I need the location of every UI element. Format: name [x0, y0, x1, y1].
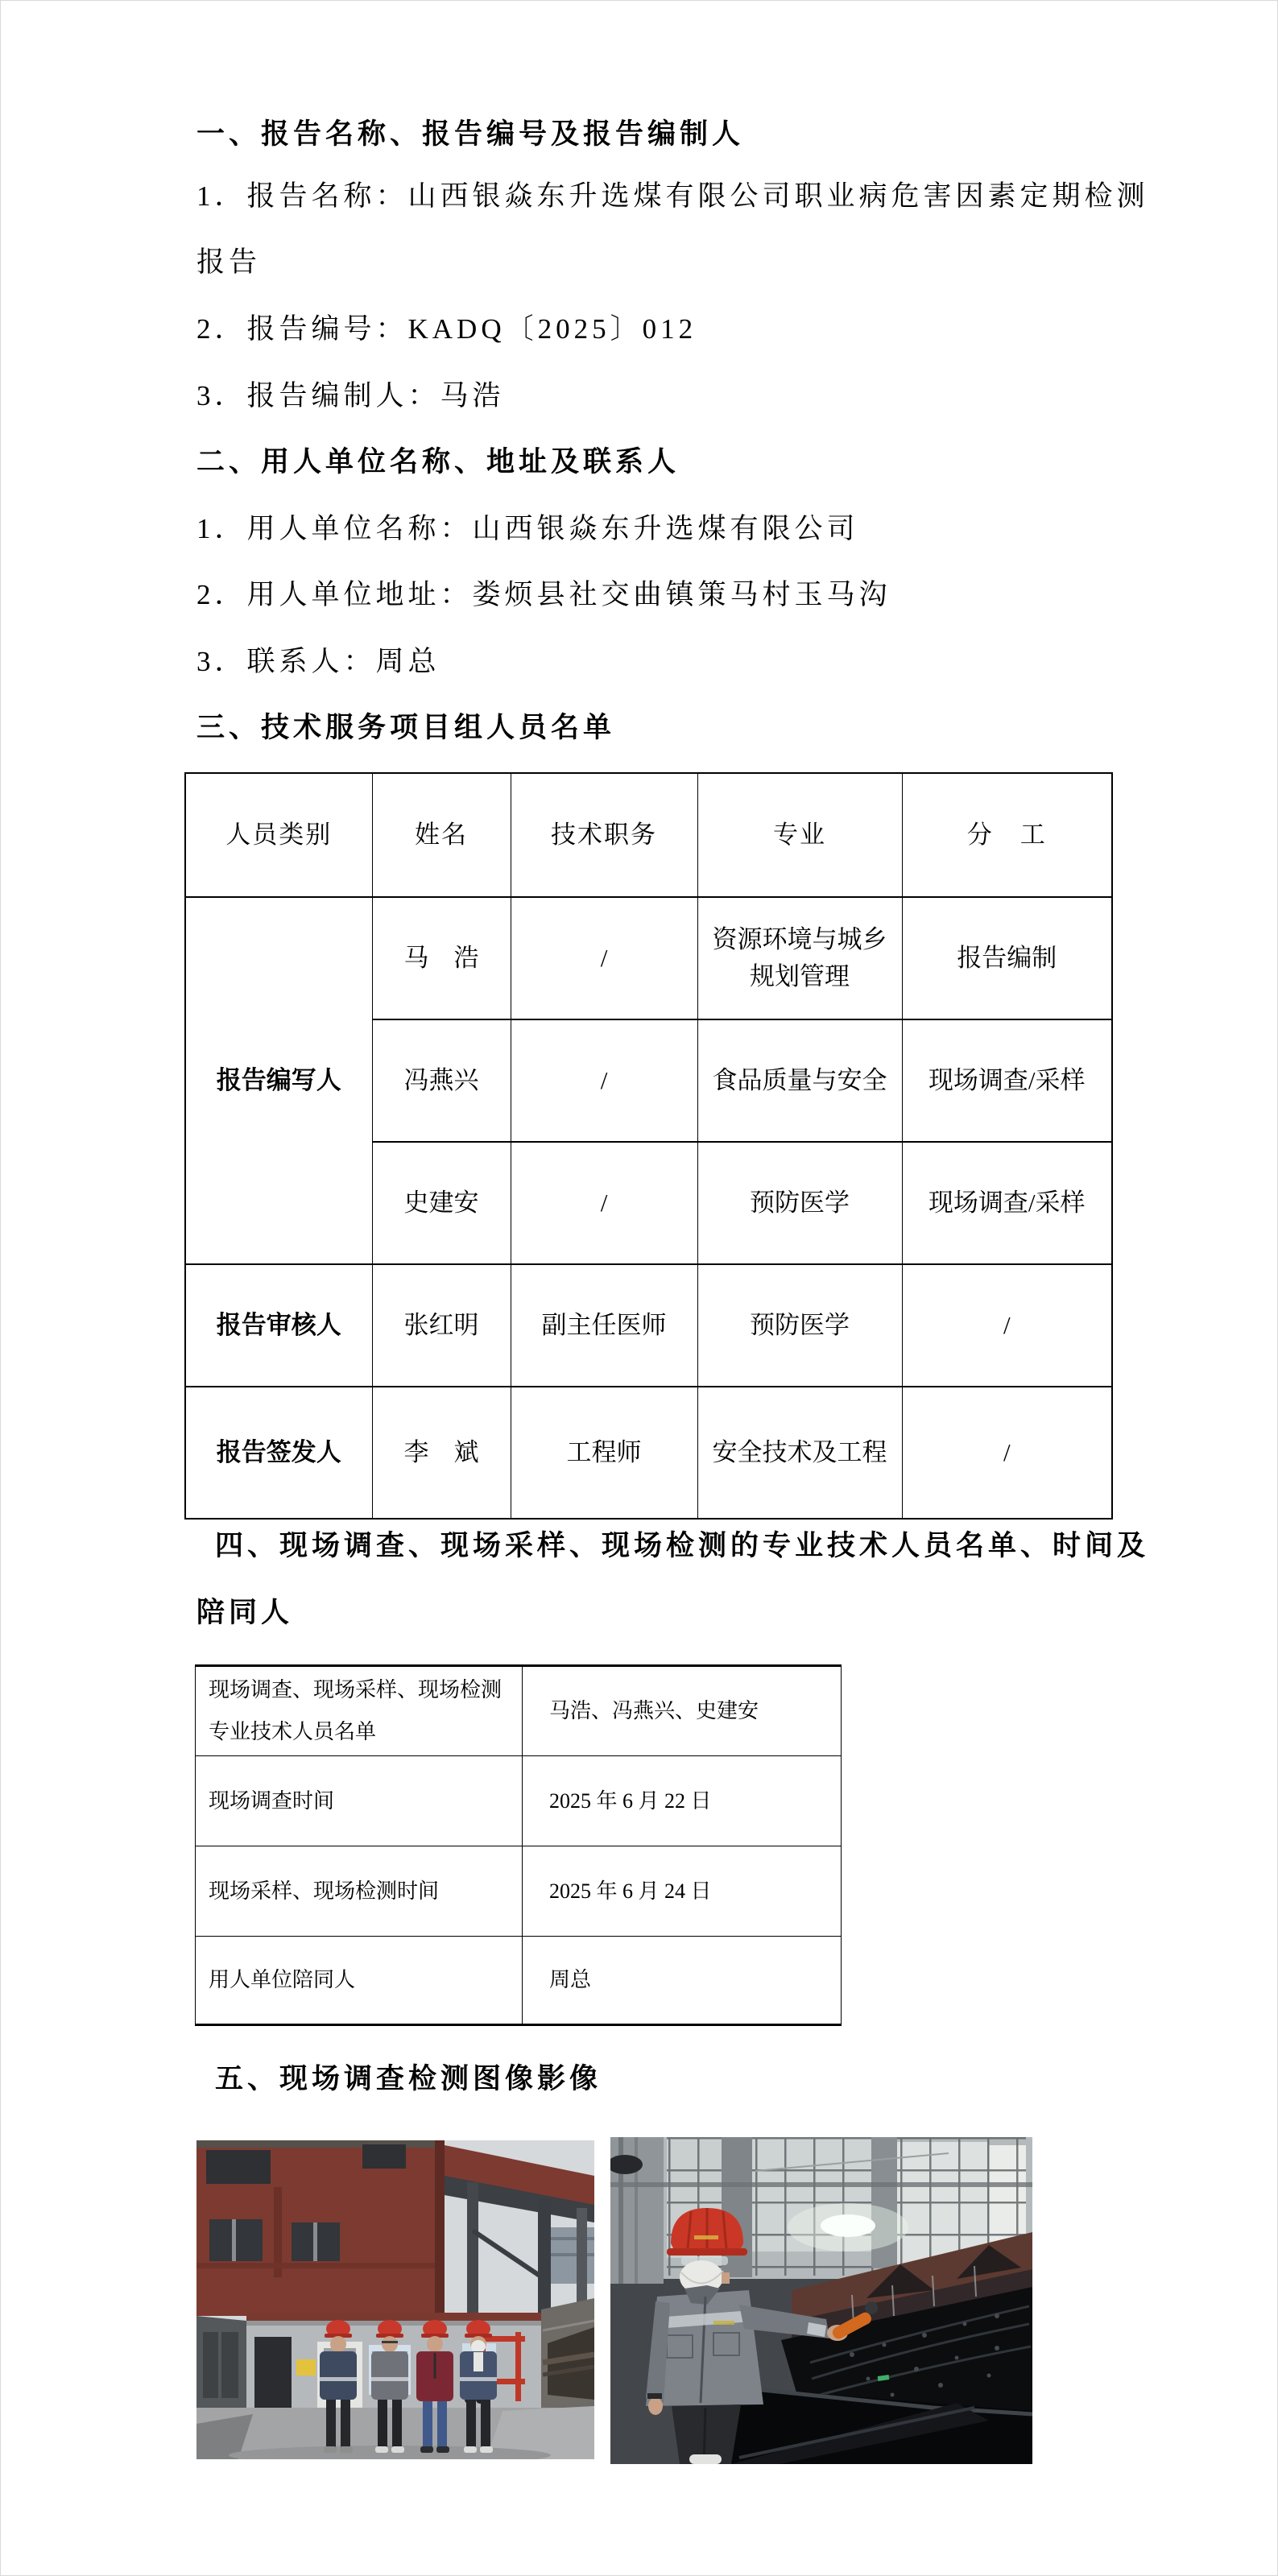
cell-name: 李 斌	[372, 1387, 511, 1519]
cell-duty: /	[902, 1264, 1112, 1387]
cell-duty: 现场调查/采样	[902, 1142, 1112, 1264]
col-header-name: 姓名	[372, 773, 511, 897]
cell-category-writers: 报告编写人	[185, 897, 372, 1264]
col-header-category: 人员类别	[185, 773, 372, 897]
table-row	[196, 1937, 842, 2025]
site-testing-photo	[610, 2137, 1032, 2464]
report-author-line: 3．报告编制人：马浩	[196, 380, 505, 411]
table-row	[185, 897, 1112, 1019]
cell-duty: 报告编制	[902, 897, 1112, 1019]
cell-name: 冯燕兴	[372, 1019, 511, 1142]
schedule-value-escort: 周总	[523, 1937, 842, 2025]
col-header-major: 专业	[697, 773, 902, 897]
cell-duty: 现场调查/采样	[902, 1019, 1112, 1142]
cell-major: 预防医学	[697, 1142, 902, 1264]
employer-address-line: 2．用人单位地址：娄烦县社交曲镇策马村玉马沟	[196, 579, 891, 610]
report-number-line: 2．报告编号：KADQ〔2025〕012	[196, 313, 697, 345]
section5-heading: 五、现场调查检测图像影像	[215, 2063, 602, 2094]
table-row	[185, 1387, 1112, 1519]
site-survey-photo	[196, 2140, 594, 2459]
cell-major: 安全技术及工程	[697, 1387, 902, 1519]
cell-major: 预防医学	[697, 1264, 902, 1387]
cell-name: 马 浩	[372, 897, 511, 1019]
col-header-title: 技术职务	[511, 773, 697, 897]
section3-heading: 三、技术服务项目组人员名单	[196, 712, 616, 743]
cell-major: 资源环境与城乡规划管理	[697, 897, 902, 1019]
site-survey-photo-svg	[196, 2140, 594, 2459]
employer-name-line: 1．用人单位名称：山西银焱东升选煤有限公司	[196, 513, 859, 544]
section2-heading: 二、用人单位名称、地址及联系人	[196, 446, 680, 478]
report-name-line1: 1．报告名称：山西银焱东升选煤有限公司职业病危害因素定期检测	[196, 180, 1149, 212]
cell-duty: /	[902, 1387, 1112, 1519]
cell-major: 食品质量与安全	[697, 1019, 902, 1142]
contact-person-line: 3．联系人：周总	[196, 646, 440, 677]
site-testing-photo-svg	[610, 2137, 1032, 2464]
schedule-table	[195, 1664, 842, 2026]
schedule-label-sampling-date: 现场采样、现场检测时间	[196, 1846, 523, 1937]
schedule-value-sampling-date: 2025 年 6 月 24 日	[523, 1846, 842, 1937]
red-building	[196, 2140, 445, 2316]
schedule-value-survey-date: 2025 年 6 月 22 日	[523, 1756, 842, 1846]
schedule-label-survey-date: 现场调查时间	[196, 1756, 523, 1846]
table-row	[196, 1756, 842, 1846]
left-dark-wall	[196, 2316, 246, 2424]
table-row	[196, 1666, 842, 1756]
personnel-table-header-row	[185, 773, 1112, 897]
cell-category-reviewer: 报告审核人	[185, 1264, 372, 1387]
cell-title: /	[511, 1142, 697, 1264]
cell-name: 史建安	[372, 1142, 511, 1264]
section4-heading-line1: 四、现场调查、现场采样、现场检测的专业技术人员名单、时间及	[215, 1530, 1150, 1561]
schedule-value-personnel: 马浩、冯燕兴、史建安	[523, 1666, 842, 1756]
section1-heading: 一、报告名称、报告编号及报告编制人	[196, 118, 745, 150]
personnel-table	[184, 772, 1113, 1520]
cell-title: 副主任医师	[511, 1264, 697, 1387]
cell-name: 张红明	[372, 1264, 511, 1387]
cell-title: /	[511, 897, 697, 1019]
cell-category-issuer: 报告签发人	[185, 1387, 372, 1519]
schedule-label-personnel: 现场调查、现场采样、现场检测专业技术人员名单	[196, 1666, 523, 1756]
cell-title: /	[511, 1019, 697, 1142]
table-row	[196, 1846, 842, 1937]
schedule-label-escort: 用人单位陪同人	[196, 1937, 523, 2025]
stone-wall	[541, 2298, 594, 2411]
section4-heading-line2: 陪同人	[196, 1597, 294, 1628]
table-row	[185, 1264, 1112, 1387]
cell-title: 工程师	[511, 1387, 697, 1519]
col-header-duty: 分 工	[902, 773, 1112, 897]
report-name-line2: 报告	[196, 246, 262, 278]
